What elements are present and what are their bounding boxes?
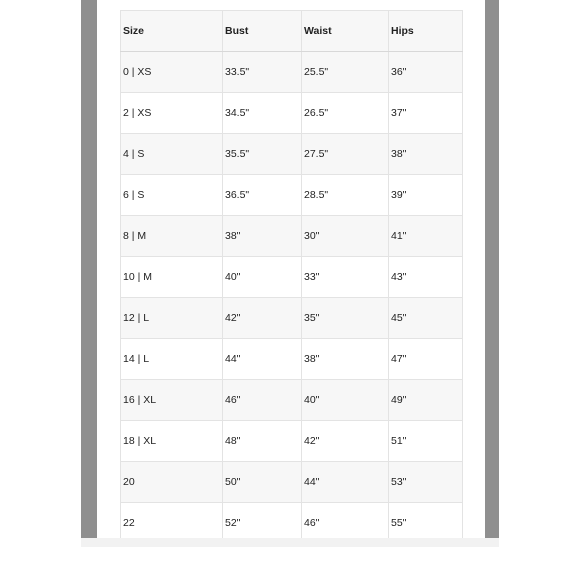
table-row (121, 421, 463, 462)
size-chart-table (120, 10, 463, 538)
column-header-waist: Waist (302, 11, 389, 52)
bust-cell: 38" (223, 216, 302, 257)
bust-cell: 48" (223, 421, 302, 462)
waist-cell: 38" (302, 339, 389, 380)
hips-cell: 47" (389, 339, 463, 380)
size-cell: 20 (121, 462, 223, 503)
size-cell: 16 | XL (121, 380, 223, 421)
waist-cell: 27.5" (302, 134, 389, 175)
waist-cell: 28.5" (302, 175, 389, 216)
size-cell: 14 | L (121, 339, 223, 380)
size-cell: 22 (121, 503, 223, 539)
size-cell: 6 | S (121, 175, 223, 216)
hips-cell: 36" (389, 52, 463, 93)
table-row (121, 462, 463, 503)
waist-cell: 40" (302, 380, 389, 421)
hips-cell: 43" (389, 257, 463, 298)
bust-cell: 52" (223, 503, 302, 539)
bust-cell: 35.5" (223, 134, 302, 175)
bust-cell: 46" (223, 380, 302, 421)
hips-cell: 37" (389, 93, 463, 134)
table-row (121, 257, 463, 298)
hips-cell: 53" (389, 462, 463, 503)
right-frame-bar (485, 0, 499, 538)
waist-cell: 46" (302, 503, 389, 539)
bust-cell: 34.5" (223, 93, 302, 134)
table-row (121, 216, 463, 257)
hips-cell: 38" (389, 134, 463, 175)
hips-cell: 41" (389, 216, 463, 257)
column-header-bust: Bust (223, 11, 302, 52)
table-header-row (121, 11, 463, 52)
bust-cell: 44" (223, 339, 302, 380)
waist-cell: 25.5" (302, 52, 389, 93)
size-chart-panel (97, 0, 485, 538)
table-row (121, 52, 463, 93)
bust-cell: 40" (223, 257, 302, 298)
size-cell: 0 | XS (121, 52, 223, 93)
waist-cell: 35" (302, 298, 389, 339)
size-cell: 2 | XS (121, 93, 223, 134)
hips-cell: 51" (389, 421, 463, 462)
waist-cell: 30" (302, 216, 389, 257)
table-row (121, 503, 463, 539)
hips-cell: 49" (389, 380, 463, 421)
size-cell: 4 | S (121, 134, 223, 175)
hips-cell: 45" (389, 298, 463, 339)
bust-cell: 33.5" (223, 52, 302, 93)
size-cell: 18 | XL (121, 421, 223, 462)
table-row (121, 175, 463, 216)
waist-cell: 42" (302, 421, 389, 462)
column-header-size: Size (121, 11, 223, 52)
bust-cell: 42" (223, 298, 302, 339)
hips-cell: 39" (389, 175, 463, 216)
size-cell: 8 | M (121, 216, 223, 257)
bottom-strip (81, 538, 499, 547)
column-header-hips: Hips (389, 11, 463, 52)
table-row (121, 298, 463, 339)
waist-cell: 26.5" (302, 93, 389, 134)
bust-cell: 36.5" (223, 175, 302, 216)
waist-cell: 33" (302, 257, 389, 298)
left-frame-bar (81, 0, 97, 538)
table-row (121, 380, 463, 421)
bust-cell: 50" (223, 462, 302, 503)
table-row (121, 93, 463, 134)
size-cell: 10 | M (121, 257, 223, 298)
hips-cell: 55" (389, 503, 463, 539)
table-row (121, 134, 463, 175)
table-row (121, 339, 463, 380)
size-cell: 12 | L (121, 298, 223, 339)
waist-cell: 44" (302, 462, 389, 503)
